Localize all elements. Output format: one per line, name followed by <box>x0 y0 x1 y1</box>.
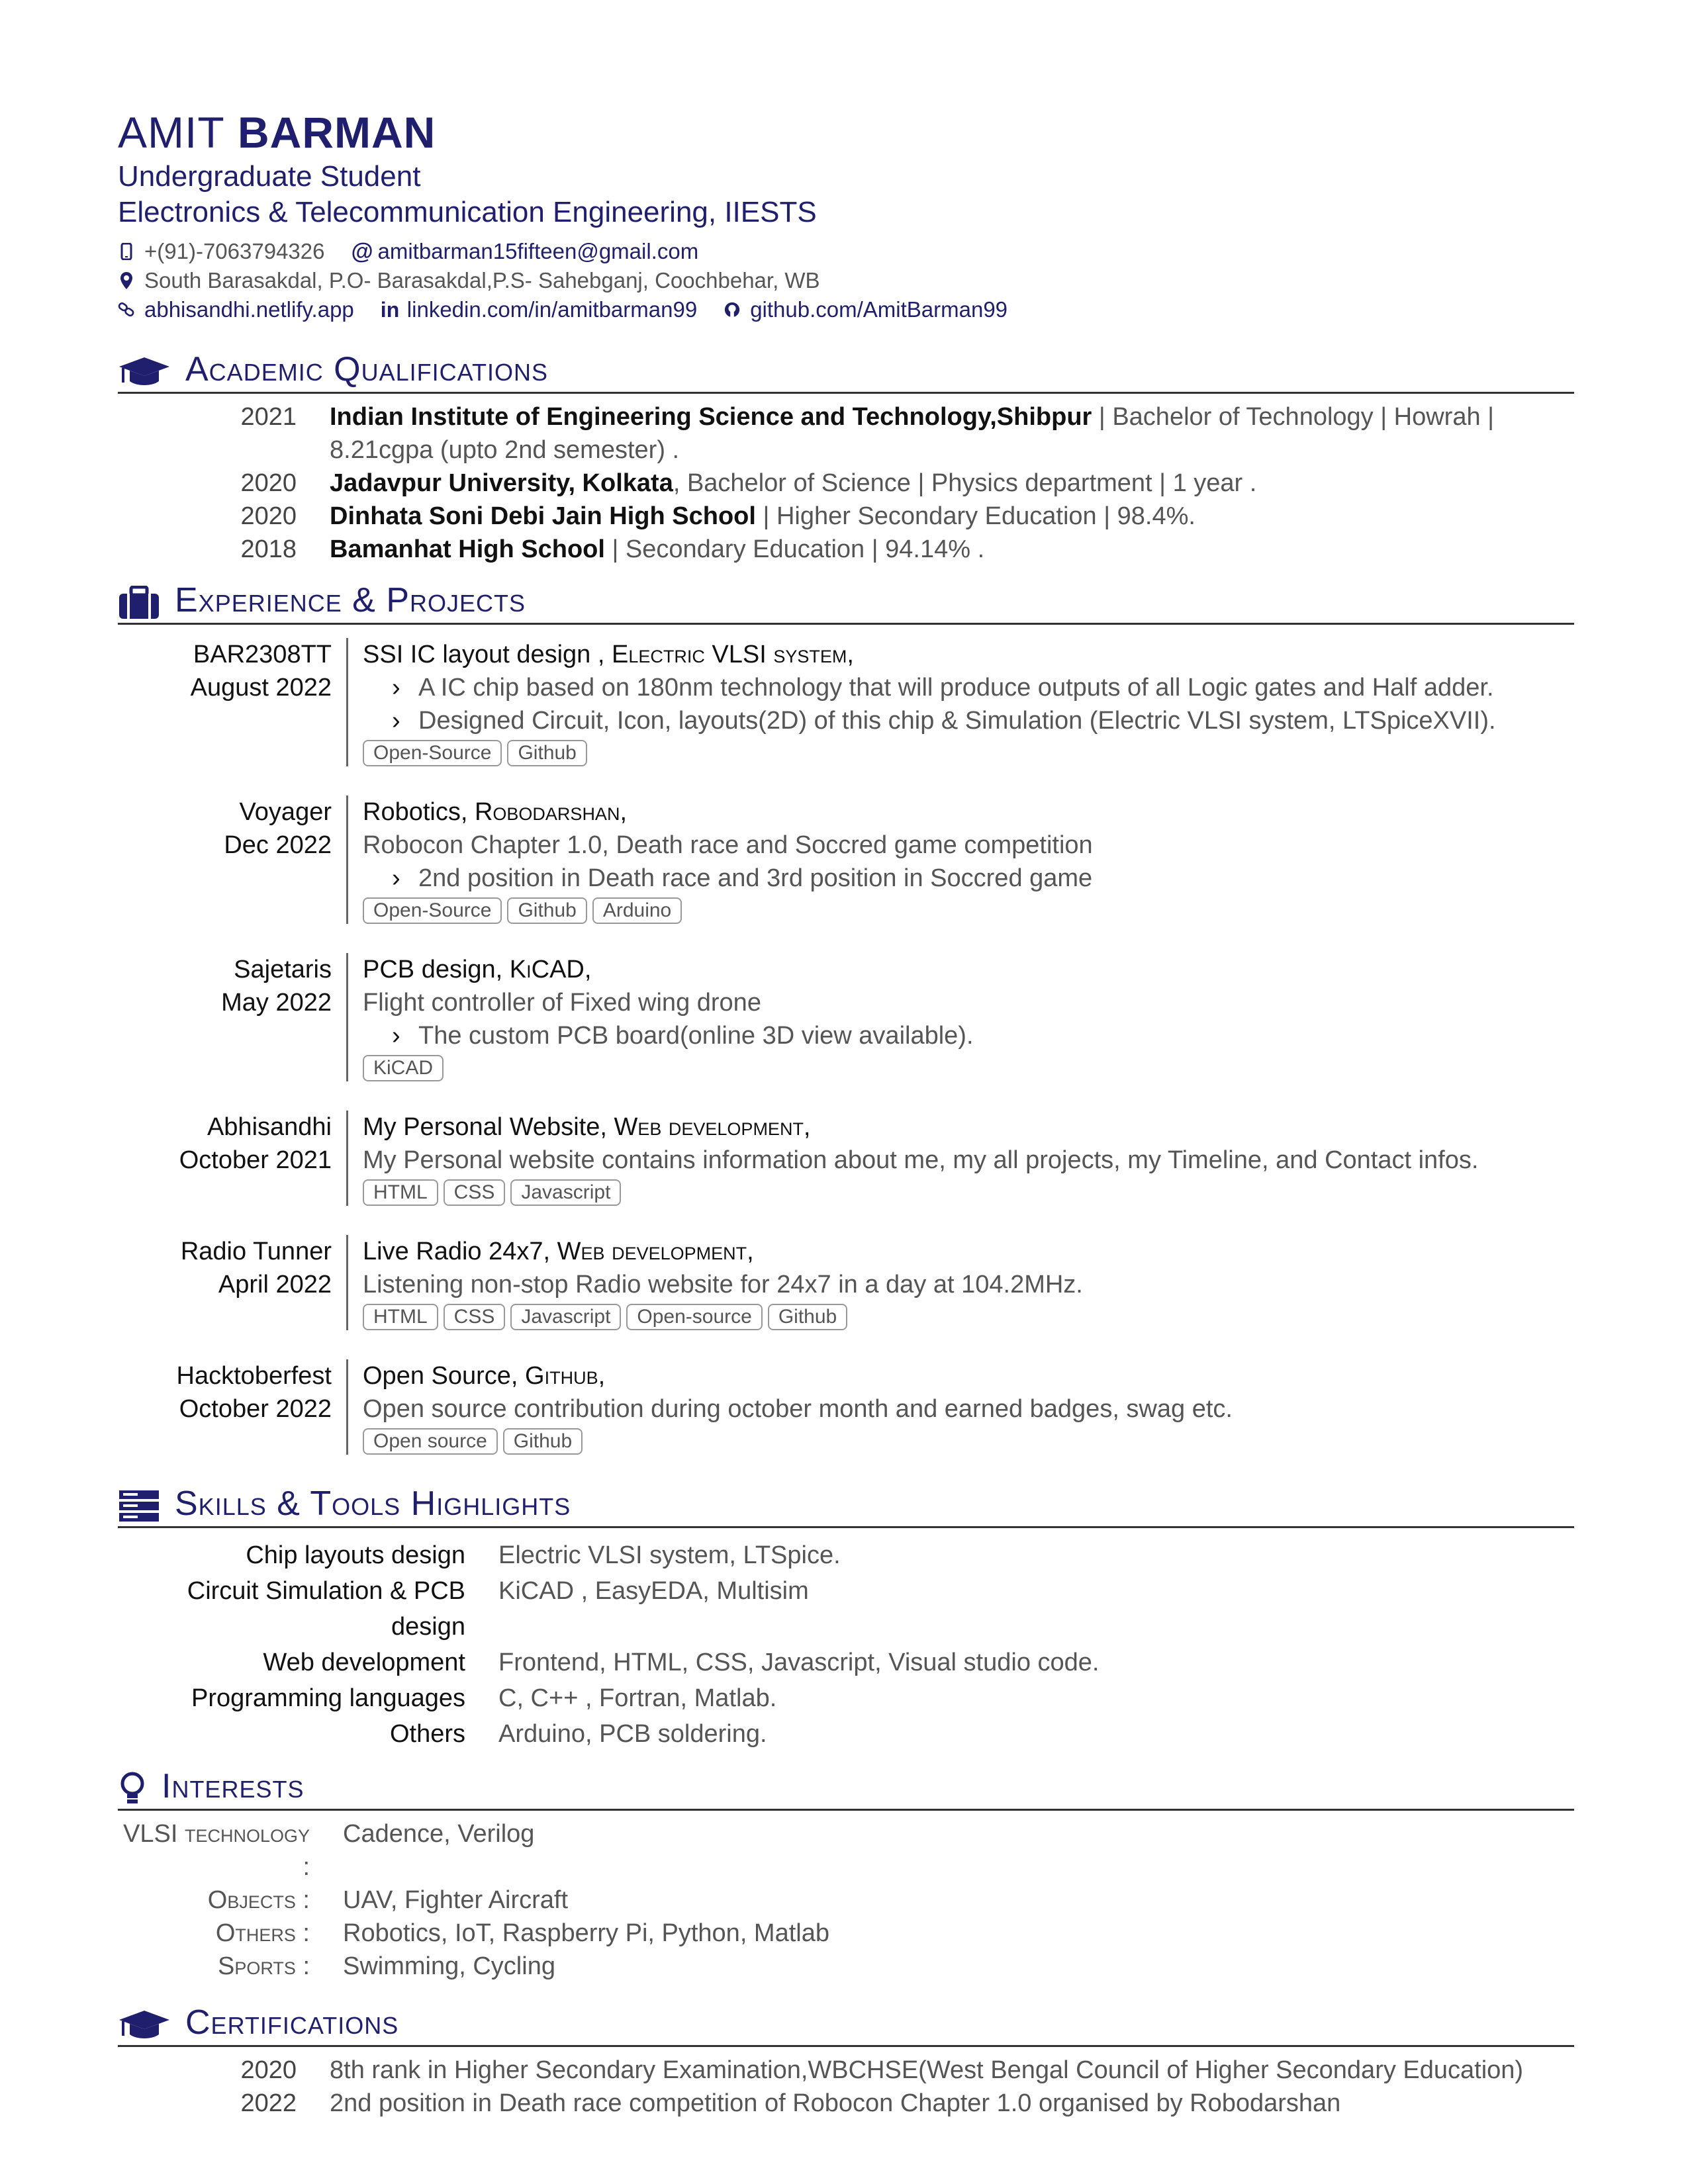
experience-entry <box>118 1111 1574 1206</box>
chevron-right-icon: › <box>392 674 400 702</box>
website-url: abhisandhi.netlify.app <box>144 297 354 322</box>
github-link[interactable] <box>724 295 1008 324</box>
skill-values: C, C++ , Fortran, Matlab. <box>498 1684 777 1712</box>
experience-entry <box>118 638 1574 766</box>
experience-bullet <box>363 862 1574 895</box>
experience-tags <box>363 897 1574 924</box>
experience-description: My Personal website contains information about me, my all projects, my Timeline, and Contact infos. <box>363 1146 1479 1174</box>
certifications-section <box>118 2003 1574 2120</box>
github-icon <box>724 300 741 319</box>
experience-section <box>118 580 1574 1455</box>
experience-tags <box>363 740 1574 766</box>
position-line-1: Undergraduate Student <box>118 160 421 193</box>
interest-category: Objects : <box>207 1886 310 1914</box>
experience-section-title: Experience & Projects <box>175 581 526 619</box>
experience-description: Listening non-stop Radio website for 24x7 in a day at 104.2MHz. <box>363 1271 1083 1298</box>
skills-section-header <box>118 1484 1574 1528</box>
experience-subtitle: Github, <box>525 1362 606 1390</box>
experience-date: October 2021 <box>179 1146 332 1174</box>
briefcase-icon <box>118 586 160 620</box>
skill-values: Arduino, PCB soldering. <box>498 1720 767 1748</box>
experience-section-header <box>118 580 1574 625</box>
position-line-2: Electronics & Telecommunication Engineering, IIESTS <box>118 196 817 228</box>
interest-item <box>118 1917 1574 1950</box>
academic-section-title: Academic Qualifications <box>185 350 548 388</box>
experience-title: PCB design, <box>363 956 510 983</box>
education-school: Jadavpur University, Kolkata <box>330 469 673 497</box>
skill-tag: CSS <box>444 1179 506 1206</box>
experience-date: October 2022 <box>179 1395 332 1423</box>
education-year: 2020 <box>240 502 297 530</box>
experience-details <box>346 1359 1574 1455</box>
education-year: 2018 <box>240 535 297 563</box>
skill-item <box>118 1645 1574 1680</box>
experience-tags <box>363 1055 1574 1081</box>
experience-details <box>346 638 1574 766</box>
skill-tag: HTML <box>363 1304 438 1330</box>
first-name: AMIT <box>118 108 225 157</box>
academic-section <box>118 349 1574 566</box>
experience-title-line <box>363 1235 1574 1268</box>
skill-tag: Github <box>768 1304 847 1330</box>
experience-tags <box>363 1179 1574 1206</box>
experience-date: May 2022 <box>221 989 332 1017</box>
education-school: Indian Institute of Engineering Science and Technology,Shibpur <box>330 403 1092 431</box>
experience-meta <box>118 1111 346 1206</box>
certifications-list <box>118 2054 1574 2120</box>
candidate-name <box>118 106 1574 159</box>
at-icon: @ <box>351 239 373 264</box>
interest-category: Others : <box>215 1919 310 1947</box>
certification-item <box>118 2054 1574 2087</box>
address-contact <box>118 266 820 295</box>
linkedin-icon: in <box>380 298 400 322</box>
experience-title: Open Source, <box>363 1362 526 1390</box>
phone-contact[interactable] <box>118 237 324 266</box>
experience-entry <box>118 953 1574 1081</box>
linkedin-link[interactable] <box>381 295 697 324</box>
experience-org: Abhisandhi <box>207 1113 332 1141</box>
education-detail: | Bachelor of Technology | Howrah | 8.21cgpa (upto 2nd semester) . <box>330 403 1495 464</box>
academic-section-header <box>118 349 1574 394</box>
experience-date: April 2022 <box>218 1271 332 1298</box>
skill-tag: Github <box>507 897 586 924</box>
skill-tag: Javascript <box>510 1304 621 1330</box>
experience-tags <box>363 1428 1574 1455</box>
experience-bullet-text: The custom PCB board(online 3D view available). <box>418 1022 974 1050</box>
education-list <box>118 400 1574 566</box>
interest-values: Swimming, Cycling <box>343 1952 555 1980</box>
education-year: 2021 <box>240 403 297 431</box>
experience-title: SSI IC layout design , <box>363 641 612 668</box>
skill-item <box>118 1537 1574 1573</box>
skill-values: KiCAD , EasyEDA, Multisim <box>498 1577 809 1605</box>
experience-title: Robotics, <box>363 798 475 826</box>
mobile-icon <box>118 243 135 260</box>
phone-number: +(91)-7063794326 <box>144 239 325 263</box>
experience-entry <box>118 796 1574 924</box>
experience-title-line <box>363 953 1574 986</box>
experience-meta <box>118 796 346 924</box>
interests-section-header <box>118 1766 1574 1811</box>
experience-date: Dec 2022 <box>224 831 332 859</box>
resume-header <box>118 106 1574 324</box>
experience-meta <box>118 1235 346 1330</box>
resume-page <box>118 106 1574 2120</box>
experience-details <box>346 953 1574 1081</box>
education-school: Bamanhat High School <box>330 535 605 563</box>
skills-section-title: Skills & Tools Highlights <box>175 1484 571 1523</box>
experience-entry <box>118 1359 1574 1455</box>
experience-subtitle: Web development, <box>557 1238 754 1265</box>
interest-item <box>118 1950 1574 1983</box>
skill-category: Web development <box>263 1649 465 1676</box>
lightbulb-icon <box>118 1772 147 1806</box>
graduation-cap-icon <box>118 355 171 389</box>
experience-entry <box>118 1235 1574 1330</box>
experience-bullet <box>363 1019 1574 1052</box>
link-icon <box>118 301 135 318</box>
experience-details <box>346 1111 1574 1206</box>
interest-values: UAV, Fighter Aircraft <box>343 1886 569 1914</box>
education-item <box>118 533 1574 566</box>
experience-title-line <box>363 1359 1574 1392</box>
education-detail: | Secondary Education | 94.14% . <box>604 535 985 563</box>
experience-title-line <box>363 638 1574 671</box>
experience-meta <box>118 638 346 766</box>
chevron-right-icon: › <box>392 1022 400 1050</box>
interest-item <box>118 1817 1574 1884</box>
interests-list <box>118 1817 1574 1983</box>
skill-tag: Arduino <box>592 897 682 924</box>
server-icon <box>118 1489 160 1524</box>
skill-values: Electric VLSI system, LTSpice. <box>498 1541 841 1569</box>
certification-text: 2nd position in Death race competition of Robocon Chapter 1.0 organised by Robodarshan <box>330 2089 1341 2117</box>
experience-list <box>118 638 1574 1455</box>
certification-year: 2022 <box>240 2089 297 2117</box>
experience-date: August 2022 <box>190 674 332 702</box>
linkedin-url: linkedin.com/in/amitbarman99 <box>406 297 698 322</box>
certifications-section-header <box>118 2003 1574 2047</box>
experience-org: Radio Tunner <box>180 1238 332 1265</box>
education-item <box>118 500 1574 533</box>
email-address: amitbarman15fifteen@gmail.com <box>377 239 699 263</box>
experience-subtitle: Electric VLSI system, <box>611 641 854 668</box>
experience-title: Live Radio 24x7, <box>363 1238 557 1265</box>
experience-subtitle: Robodarshan, <box>474 798 628 826</box>
experience-details <box>346 796 1574 924</box>
experience-title-line <box>363 1111 1574 1144</box>
experience-bullet-text: A IC chip based on 180nm technology that will produce outputs of all Logic gates and Half adder. <box>418 674 1494 702</box>
skill-values: Frontend, HTML, CSS, Javascript, Visual studio code. <box>498 1649 1100 1676</box>
education-school: Dinhata Soni Debi Jain High School <box>330 502 756 530</box>
experience-meta <box>118 1359 346 1455</box>
github-url: github.com/AmitBarman99 <box>750 297 1008 322</box>
experience-tags <box>363 1304 1574 1330</box>
email-contact[interactable] <box>351 237 698 266</box>
skill-tag: HTML <box>363 1179 438 1206</box>
interest-category: VLSI technology : <box>123 1820 310 1881</box>
skill-tag: Open-Source <box>363 897 502 924</box>
experience-bullet-text: Designed Circuit, Icon, layouts(2D) of this chip & Simulation (Electric VLSI system, LTSpiceXVII). <box>418 707 1496 735</box>
certification-year: 2020 <box>240 2056 297 2084</box>
education-item <box>118 400 1574 467</box>
experience-org: BAR2308TT <box>193 641 332 668</box>
skill-tag: Open-source <box>626 1304 762 1330</box>
skill-tag: Javascript <box>510 1179 621 1206</box>
graduation-cap-icon <box>118 2008 171 2042</box>
skill-category: Circuit Simulation & PCB design <box>187 1577 465 1641</box>
interest-category: Sports : <box>218 1952 310 1980</box>
contact-info <box>118 237 1574 324</box>
experience-subtitle: Web development, <box>614 1113 811 1141</box>
certification-text: 8th rank in Higher Secondary Examination,WBCHSE(West Bengal Council of Higher Secondary Education) <box>330 2056 1524 2084</box>
certification-item <box>118 2087 1574 2120</box>
certifications-section-title: Certifications <box>185 2003 399 2042</box>
experience-description: Robocon Chapter 1.0, Death race and Soccred game competition <box>363 831 1093 859</box>
experience-bullet <box>363 671 1574 704</box>
skill-category: Others <box>389 1720 465 1748</box>
interest-item <box>118 1884 1574 1917</box>
last-name: BARMAN <box>238 108 436 157</box>
interest-values: Robotics, IoT, Raspberry Pi, Python, Matlab <box>343 1919 829 1947</box>
skill-tag: Open-Source <box>363 740 502 766</box>
education-year: 2020 <box>240 469 297 497</box>
chevron-right-icon: › <box>392 864 400 892</box>
experience-bullet-text: 2nd position in Death race and 3rd position in Soccred game <box>418 864 1093 892</box>
skill-tag: Open source <box>363 1428 498 1455</box>
skill-item <box>118 1573 1574 1645</box>
experience-details <box>346 1235 1574 1330</box>
experience-description: Open source contribution during october month and earned badges, swag etc. <box>363 1395 1233 1423</box>
interests-section <box>118 1766 1574 1983</box>
skills-list <box>118 1537 1574 1752</box>
address-text: South Barasakdal, P.O- Barasakdal,P.S- Sahebganj, Coochbehar, WB <box>144 268 820 293</box>
skill-item <box>118 1716 1574 1752</box>
skill-tag: KiCAD <box>363 1055 444 1081</box>
skill-category: Chip layouts design <box>246 1541 465 1569</box>
website-link[interactable] <box>118 295 354 324</box>
interests-section-title: Interests <box>162 1767 305 1805</box>
interest-values: Cadence, Verilog <box>343 1820 535 1848</box>
experience-org: Sajetaris <box>234 956 332 983</box>
experience-org: Voyager <box>239 798 332 826</box>
skill-category: Programming languages <box>191 1684 465 1712</box>
skill-tag: Github <box>507 740 586 766</box>
skill-tag: Github <box>503 1428 583 1455</box>
location-pin-icon <box>118 271 135 290</box>
chevron-right-icon: › <box>392 707 400 735</box>
education-item <box>118 467 1574 500</box>
education-detail: | Higher Secondary Education | 98.4%. <box>755 502 1196 530</box>
skill-item <box>118 1680 1574 1716</box>
experience-org: Hacktoberfest <box>176 1362 332 1390</box>
experience-description: Flight controller of Fixed wing drone <box>363 989 761 1017</box>
experience-title: My Personal Website, <box>363 1113 614 1141</box>
experience-title-line <box>363 796 1574 829</box>
experience-subtitle: KiCAD, <box>509 956 592 983</box>
experience-meta <box>118 953 346 1081</box>
skill-tag: CSS <box>444 1304 506 1330</box>
experience-bullet <box>363 704 1574 737</box>
education-detail: , Bachelor of Science | Physics department | 1 year . <box>673 469 1257 497</box>
skills-section <box>118 1484 1574 1752</box>
